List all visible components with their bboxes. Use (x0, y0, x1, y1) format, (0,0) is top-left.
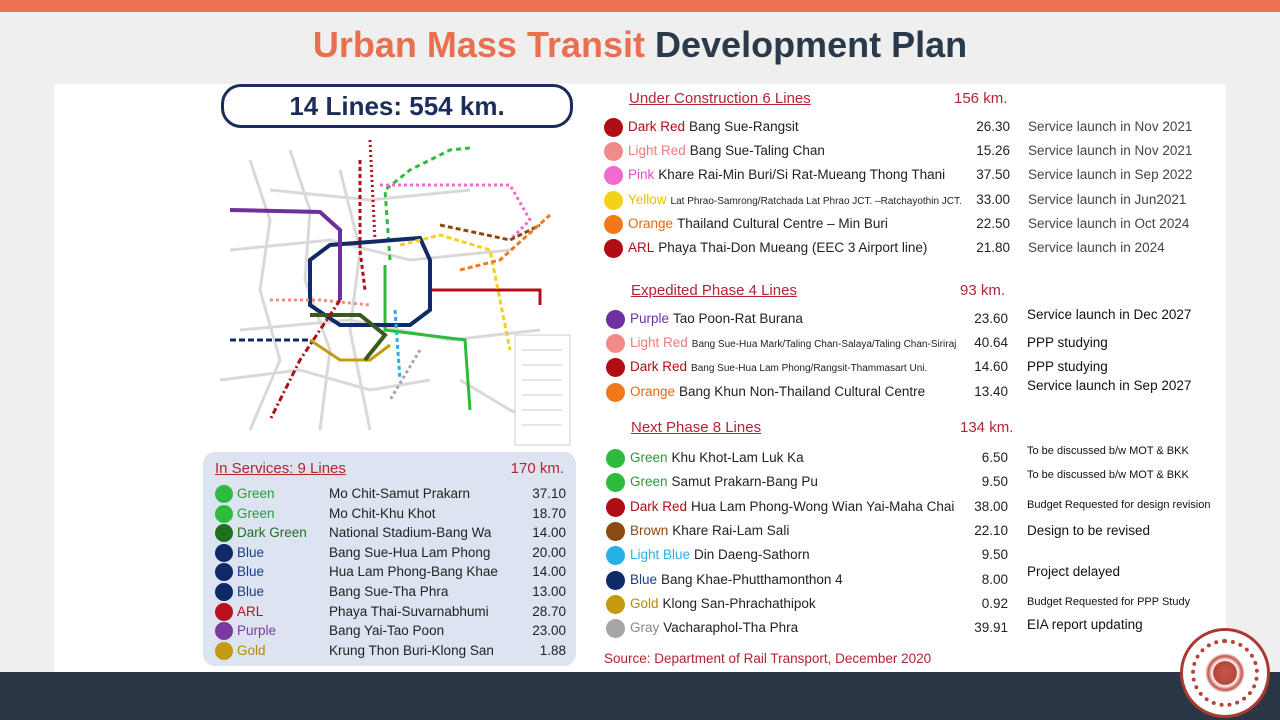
line-length-km: 22.50 (976, 215, 1010, 231)
line-label (630, 499, 954, 514)
line-route: Bang Sue-Taling Chan (689, 143, 825, 159)
line-color-dot (604, 239, 623, 258)
in-service-row (203, 523, 576, 543)
line-color-dot (215, 524, 233, 542)
line-length-km: 14.00 (532, 525, 566, 541)
line-color-name: Light Blue (630, 547, 691, 563)
line-length-km: 26.30 (976, 119, 1010, 134)
line-label (630, 359, 927, 374)
line-color-dot (604, 118, 623, 137)
line-length-km: 20.00 (532, 544, 566, 560)
line-label (630, 620, 798, 635)
line-length-km: 0.92 (981, 595, 1008, 611)
line-status-note: Service launch in Sep 2022 (1028, 167, 1193, 183)
line-status-note: Design to be revised (1027, 522, 1151, 538)
line-route: Bang Sue-Hua Lam Phong/Rangsit-Thammasart Uni. (691, 363, 928, 375)
expedited-km: 93 km. (960, 282, 1006, 299)
line-color-name: Dark Green (237, 525, 307, 541)
line-route: Phaya Thai-Don Mueang (EEC 3 Airport line) (658, 240, 928, 255)
line-length-km: 33.00 (976, 191, 1010, 207)
line-color-dot (215, 583, 233, 601)
line-status-note: Service launch in 2024 (1028, 240, 1165, 255)
line-color-dot (215, 622, 233, 640)
line-label (628, 240, 927, 255)
line-length-km: 23.60 (974, 311, 1008, 326)
line-status-note: Project delayed (1027, 563, 1121, 579)
line-route: Tao Poon-Rat Burana (673, 311, 803, 326)
line-length-km: 40.64 (974, 335, 1008, 351)
line-length-km: 15.26 (976, 143, 1010, 159)
line-color-name: Gold (237, 642, 266, 658)
line-label (628, 167, 945, 182)
line-color-name: Orange (628, 215, 674, 231)
line-label (628, 216, 888, 231)
line-route: National Stadium-Bang Wa (329, 525, 492, 541)
line-color-name: Pink (628, 167, 655, 183)
line-length-km: 9.50 (981, 474, 1008, 490)
line-length-km: 22.10 (974, 522, 1008, 538)
line-color-name: Gray (630, 620, 660, 636)
line-length-km: 8.00 (981, 571, 1008, 587)
line-route: Bang Yai-Tao Poon (329, 623, 445, 639)
in-services-km: 170 km. (510, 460, 564, 477)
line-color-dot (606, 498, 625, 517)
line-color-name: Blue (237, 584, 265, 599)
line-status-note: Service launch in Dec 2027 (1027, 307, 1192, 322)
line-length-km: 14.00 (532, 564, 566, 580)
line-length-km: 21.80 (976, 240, 1010, 255)
line-label (630, 384, 925, 399)
next-phase-km: 134 km. (960, 419, 1014, 436)
line-label (630, 450, 804, 465)
line-color-name: Blue (237, 544, 265, 560)
top-accent-bar (0, 0, 1280, 12)
line-route: Khu Khot-Lam Luk Ka (671, 450, 804, 465)
line-status-note: Service launch in Sep 2027 (1027, 377, 1192, 393)
title-part1: Urban Mass Transit (312, 24, 645, 65)
line-length-km: 1.88 (539, 642, 566, 658)
line-color-dot (606, 595, 625, 614)
line-label (630, 572, 843, 587)
line-status-note: PPP studying (1027, 359, 1108, 375)
line-route: Krung Thon Buri-Klong San (329, 642, 494, 658)
line-status-note: Service launch in Nov 2021 (1028, 143, 1193, 159)
line-route: Bang Sue-Tha Phra (329, 584, 449, 599)
line-status-note: Service launch in Nov 2021 (1028, 119, 1193, 134)
in-service-row (203, 602, 576, 622)
line-route: Klong San-Phrachathipok (662, 595, 816, 611)
line-status-note: PPP studying (1027, 335, 1108, 351)
under-construction-km: 156 km. (954, 90, 1008, 107)
line-label (628, 192, 962, 207)
total-lines-badge: 14 Lines: 554 km. (221, 84, 573, 128)
line-color-name: Blue (237, 564, 265, 580)
line-color-name: Green (630, 474, 668, 490)
line-route: Mo Chit-Khu Khot (329, 505, 436, 521)
line-length-km: 39.91 (974, 620, 1008, 636)
line-color-dot (215, 603, 233, 621)
line-length-km: 18.70 (532, 505, 566, 521)
line-color-dot (215, 544, 233, 562)
line-route: Hua Lam Phong-Bang Khae (329, 564, 498, 580)
line-route: Thailand Cultural Centre – Min Buri (677, 215, 888, 231)
line-route: Khare Rai-Min Buri/Si Rat-Mueang Thong Thani (658, 167, 946, 183)
line-color-name: Light Red (628, 143, 686, 159)
line-color-dot (606, 449, 625, 468)
line-label (630, 523, 789, 538)
line-length-km: 6.50 (981, 450, 1008, 465)
line-color-dot (604, 215, 623, 234)
line-length-km: 14.60 (974, 359, 1008, 375)
line-color-name: Light Red (630, 335, 688, 351)
line-color-name: Blue (630, 571, 658, 587)
line-status-note: Service launch in Jun2021 (1028, 191, 1187, 207)
line-length-km: 13.40 (974, 383, 1008, 399)
line-color-name: Dark Red (630, 359, 688, 375)
line-color-name: Purple (630, 311, 670, 326)
line-color-name: Green (237, 486, 275, 501)
line-status-note: Budget Requested for PPP Study (1027, 595, 1191, 608)
source-note: Source: Department of Rail Transport, December 2020 (604, 651, 932, 666)
line-color-dot (606, 522, 625, 541)
line-status-note: Budget Requested for design revision (1027, 498, 1211, 511)
line-color-name: Dark Red (628, 119, 686, 134)
line-route: Phaya Thai-Suvarnabhumi (329, 603, 489, 619)
in-service-row (203, 641, 576, 661)
line-length-km: 13.00 (532, 584, 566, 599)
line-label (630, 547, 810, 562)
line-color-name: Green (237, 505, 275, 521)
line-status-note: EIA report updating (1027, 617, 1143, 633)
line-label (628, 119, 799, 134)
line-color-name: ARL (237, 603, 264, 619)
in-service-row (203, 504, 576, 524)
line-color-dot (215, 485, 233, 503)
line-color-name: ARL (628, 240, 655, 255)
line-color-dot (606, 619, 625, 638)
line-route: Mo Chit-Samut Prakarn (329, 486, 471, 501)
line-color-name: Yellow (628, 191, 667, 207)
line-length-km: 38.00 (974, 498, 1008, 514)
line-route: Bang Sue-Hua Mark/Taling Chan-Salaya/Taling Chan-Siriraj (691, 339, 957, 351)
line-color-dot (215, 505, 233, 523)
line-route: Bang Khae-Phutthamonthon 4 (661, 571, 843, 587)
page-title (0, 24, 1280, 66)
in-service-row (203, 582, 576, 602)
line-color-dot (606, 310, 625, 329)
line-color-name: Purple (237, 623, 277, 639)
line-color-dot (215, 563, 233, 581)
in-services-heading: In Services: 9 Lines (215, 460, 346, 477)
line-color-dot (604, 191, 623, 210)
line-route: Lat Phrao-Samrong/Ratchada Lat Phrao JCT. –Ratchayothin JCT. (670, 195, 962, 207)
bottom-bar (0, 672, 1280, 720)
line-label (630, 335, 956, 350)
line-length-km: 37.10 (532, 486, 566, 501)
in-service-row (203, 484, 576, 504)
line-color-name: Orange (630, 383, 676, 399)
next-phase-heading: Next Phase 8 Lines (631, 419, 762, 436)
transit-map-image (210, 130, 580, 450)
line-status-note: Service launch in Oct 2024 (1028, 215, 1190, 231)
line-label (630, 311, 803, 326)
line-label (630, 474, 818, 489)
in-service-row (203, 621, 576, 641)
line-route: Hua Lam Phong-Wong Wian Yai-Maha Chai (691, 498, 955, 514)
line-label (628, 143, 825, 158)
line-route: Bang Sue-Hua Lam Phong (329, 544, 491, 560)
line-status-note: To be discussed b/w MOT & BKK (1027, 469, 1189, 482)
title-part2: Development Plan (655, 24, 968, 65)
line-route: Khare Rai-Lam Sali (672, 522, 790, 538)
in-services-box (203, 452, 576, 666)
line-color-dot (606, 571, 625, 590)
line-color-name: Dark Red (630, 498, 688, 514)
expedited-heading: Expedited Phase 4 Lines (631, 282, 797, 299)
line-route: Samut Prakarn-Bang Pu (671, 474, 818, 490)
in-service-row (203, 543, 576, 563)
line-route: Vacharaphol-Tha Phra (663, 620, 799, 636)
line-color-name: Brown (630, 522, 669, 538)
under-construction-heading: Under Construction 6 Lines (629, 90, 811, 107)
line-route: Bang Sue-Rangsit (689, 119, 799, 134)
line-label (630, 596, 816, 611)
line-length-km: 9.50 (981, 547, 1008, 563)
line-status-note: To be discussed b/w MOT & BKK (1027, 445, 1189, 457)
line-color-dot (215, 642, 233, 660)
line-color-dot (606, 383, 625, 402)
line-length-km: 28.70 (532, 603, 566, 619)
line-route: Bang Khun Non-Thailand Cultural Centre (679, 383, 926, 399)
line-color-name: Gold (630, 595, 659, 611)
line-route: Din Daeng-Sathorn (694, 547, 810, 563)
department-seal-logo (1180, 628, 1270, 718)
line-length-km: 37.50 (976, 167, 1010, 183)
line-color-name: Green (630, 450, 668, 465)
line-length-km: 23.00 (532, 623, 566, 639)
in-service-row (203, 562, 576, 582)
